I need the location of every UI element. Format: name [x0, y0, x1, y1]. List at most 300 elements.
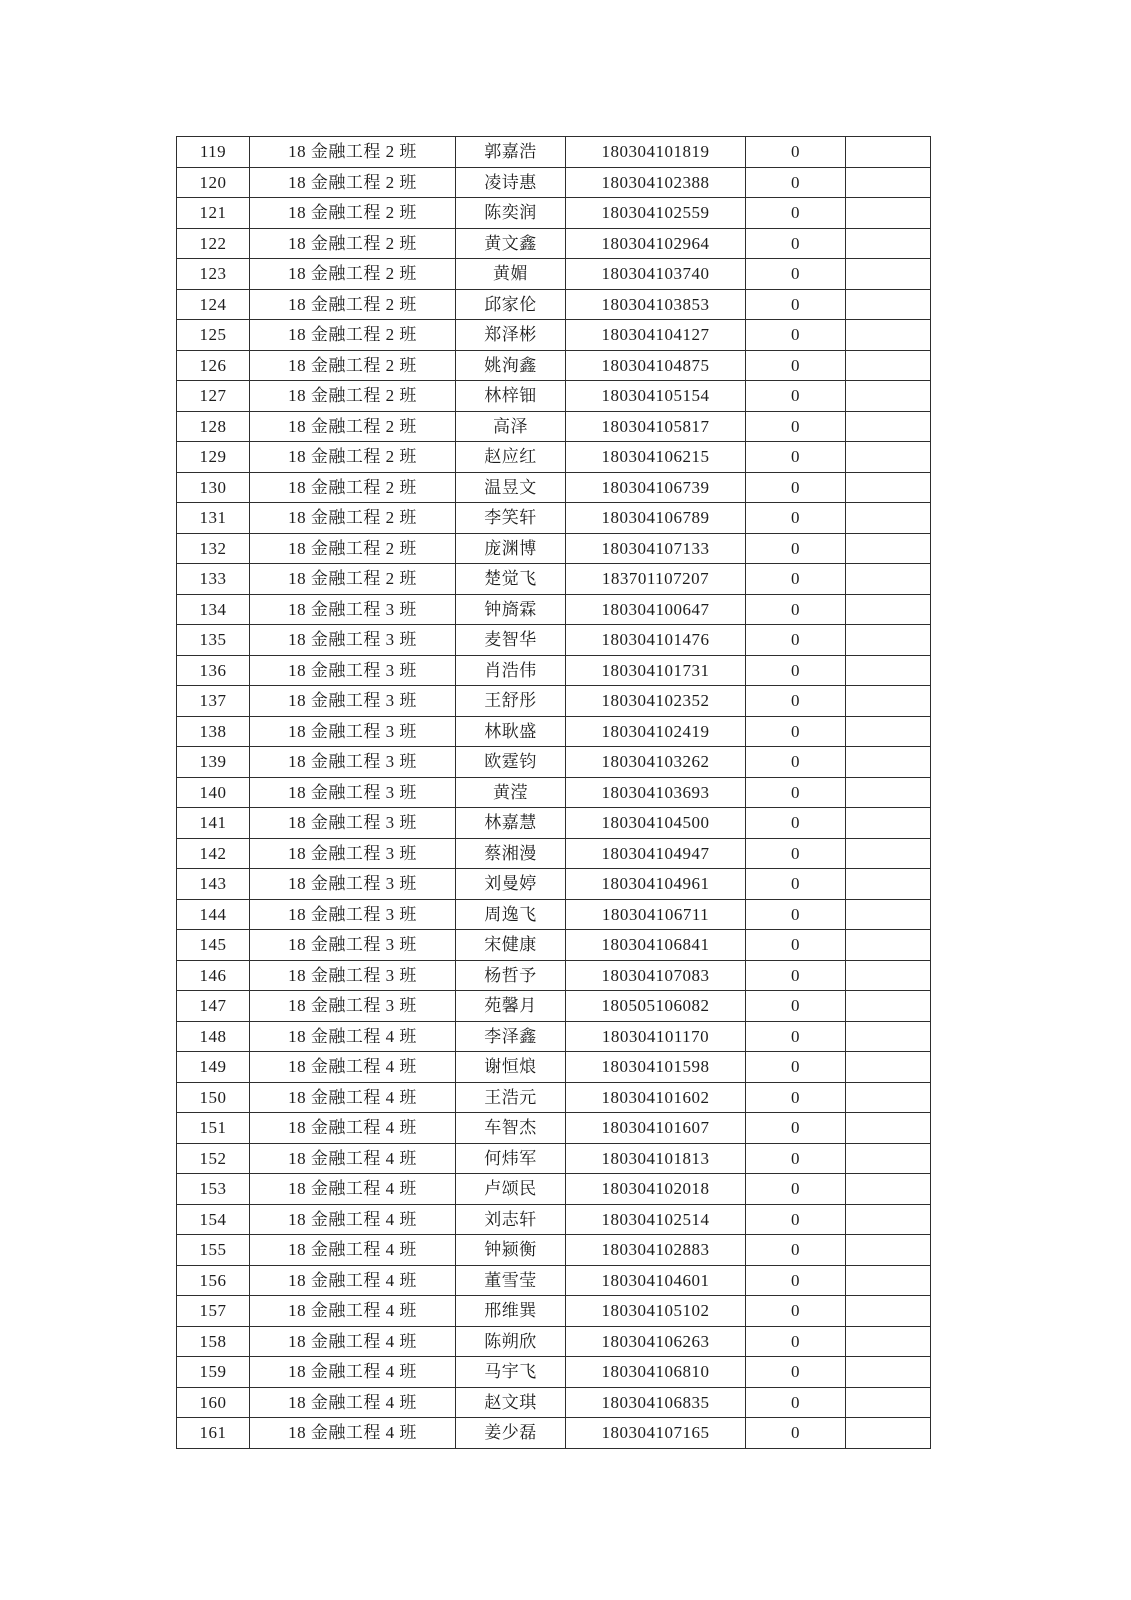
score-cell: 0 [746, 503, 846, 534]
row-number-cell: 137 [177, 686, 250, 717]
name-cell: 何炜军 [456, 1143, 566, 1174]
row-number-cell: 119 [177, 137, 250, 168]
name-cell: 麦智华 [456, 625, 566, 656]
student-id-cell: 180304102352 [566, 686, 746, 717]
table-row [177, 228, 931, 259]
name-cell: 黄媚 [456, 259, 566, 290]
table-row [177, 1052, 931, 1083]
score-cell: 0 [746, 869, 846, 900]
student-id-cell: 180304106263 [566, 1326, 746, 1357]
row-number-cell: 148 [177, 1021, 250, 1052]
empty-cell [846, 1021, 931, 1052]
class-cell: 18 金融工程 2 班 [250, 533, 456, 564]
student-id-cell: 180304104947 [566, 838, 746, 869]
class-cell: 18 金融工程 3 班 [250, 686, 456, 717]
score-cell: 0 [746, 1082, 846, 1113]
row-number-cell: 143 [177, 869, 250, 900]
name-cell: 楚觉飞 [456, 564, 566, 595]
score-cell: 0 [746, 716, 846, 747]
table-row [177, 350, 931, 381]
class-cell: 18 金融工程 3 班 [250, 625, 456, 656]
student-id-cell: 180304101476 [566, 625, 746, 656]
row-number-cell: 140 [177, 777, 250, 808]
score-cell: 0 [746, 1235, 846, 1266]
empty-cell [846, 198, 931, 229]
table-row [177, 1174, 931, 1205]
student-id-cell: 180304103740 [566, 259, 746, 290]
row-number-cell: 133 [177, 564, 250, 595]
name-cell: 凌诗惠 [456, 167, 566, 198]
class-cell: 18 金融工程 4 班 [250, 1021, 456, 1052]
class-cell: 18 金融工程 2 班 [250, 350, 456, 381]
student-id-cell: 180304107083 [566, 960, 746, 991]
row-number-cell: 136 [177, 655, 250, 686]
empty-cell [846, 808, 931, 839]
name-cell: 蔡湘漫 [456, 838, 566, 869]
empty-cell [846, 869, 931, 900]
table-row [177, 320, 931, 351]
student-id-cell: 180304102964 [566, 228, 746, 259]
score-cell: 0 [746, 259, 846, 290]
table-row [177, 1326, 931, 1357]
student-id-cell: 180304101598 [566, 1052, 746, 1083]
class-cell: 18 金融工程 3 班 [250, 594, 456, 625]
score-cell: 0 [746, 1387, 846, 1418]
row-number-cell: 130 [177, 472, 250, 503]
score-cell: 0 [746, 228, 846, 259]
student-id-cell: 180304102514 [566, 1204, 746, 1235]
name-cell: 李泽鑫 [456, 1021, 566, 1052]
row-number-cell: 159 [177, 1357, 250, 1388]
table-row [177, 442, 931, 473]
table-row [177, 777, 931, 808]
row-number-cell: 150 [177, 1082, 250, 1113]
table-row [177, 289, 931, 320]
student-id-cell: 180304106739 [566, 472, 746, 503]
class-cell: 18 金融工程 2 班 [250, 411, 456, 442]
table-row [177, 1235, 931, 1266]
row-number-cell: 138 [177, 716, 250, 747]
student-id-cell: 180304105154 [566, 381, 746, 412]
class-cell: 18 金融工程 3 班 [250, 777, 456, 808]
row-number-cell: 146 [177, 960, 250, 991]
name-cell: 董雪莹 [456, 1265, 566, 1296]
row-number-cell: 135 [177, 625, 250, 656]
name-cell: 周逸飞 [456, 899, 566, 930]
class-cell: 18 金融工程 2 班 [250, 381, 456, 412]
name-cell: 宋健康 [456, 930, 566, 961]
empty-cell [846, 899, 931, 930]
name-cell: 郑泽彬 [456, 320, 566, 351]
row-number-cell: 161 [177, 1418, 250, 1449]
score-cell: 0 [746, 1418, 846, 1449]
empty-cell [846, 1113, 931, 1144]
class-cell: 18 金融工程 2 班 [250, 564, 456, 595]
class-cell: 18 金融工程 2 班 [250, 137, 456, 168]
score-cell: 0 [746, 1326, 846, 1357]
score-cell: 0 [746, 472, 846, 503]
student-id-cell: 180304103693 [566, 777, 746, 808]
empty-cell [846, 533, 931, 564]
score-cell: 0 [746, 777, 846, 808]
empty-cell [846, 1143, 931, 1174]
empty-cell [846, 655, 931, 686]
row-number-cell: 152 [177, 1143, 250, 1174]
score-cell: 0 [746, 442, 846, 473]
table-row [177, 594, 931, 625]
score-cell: 0 [746, 808, 846, 839]
class-cell: 18 金融工程 3 班 [250, 808, 456, 839]
table-row [177, 747, 931, 778]
score-cell: 0 [746, 381, 846, 412]
student-id-cell: 180304106841 [566, 930, 746, 961]
class-cell: 18 金融工程 3 班 [250, 747, 456, 778]
row-number-cell: 128 [177, 411, 250, 442]
name-cell: 庞渊博 [456, 533, 566, 564]
row-number-cell: 142 [177, 838, 250, 869]
row-number-cell: 154 [177, 1204, 250, 1235]
row-number-cell: 147 [177, 991, 250, 1022]
table-row [177, 564, 931, 595]
row-number-cell: 120 [177, 167, 250, 198]
class-cell: 18 金融工程 4 班 [250, 1357, 456, 1388]
table-row [177, 808, 931, 839]
table-row [177, 137, 931, 168]
empty-cell [846, 259, 931, 290]
class-cell: 18 金融工程 3 班 [250, 869, 456, 900]
student-id-cell: 180304100647 [566, 594, 746, 625]
empty-cell [846, 625, 931, 656]
class-cell: 18 金融工程 4 班 [250, 1418, 456, 1449]
score-cell: 0 [746, 1357, 846, 1388]
table-row [177, 411, 931, 442]
row-number-cell: 131 [177, 503, 250, 534]
row-number-cell: 139 [177, 747, 250, 778]
student-id-cell: 180304103853 [566, 289, 746, 320]
empty-cell [846, 960, 931, 991]
name-cell: 陈奕润 [456, 198, 566, 229]
student-id-cell: 180304101602 [566, 1082, 746, 1113]
score-cell: 0 [746, 686, 846, 717]
student-id-cell: 180304101813 [566, 1143, 746, 1174]
student-id-cell: 180304106789 [566, 503, 746, 534]
row-number-cell: 127 [177, 381, 250, 412]
row-number-cell: 157 [177, 1296, 250, 1327]
class-cell: 18 金融工程 4 班 [250, 1235, 456, 1266]
row-number-cell: 151 [177, 1113, 250, 1144]
name-cell: 赵应红 [456, 442, 566, 473]
empty-cell [846, 503, 931, 534]
class-cell: 18 金融工程 4 班 [250, 1082, 456, 1113]
score-cell: 0 [746, 1113, 846, 1144]
empty-cell [846, 289, 931, 320]
empty-cell [846, 350, 931, 381]
empty-cell [846, 472, 931, 503]
class-cell: 18 金融工程 2 班 [250, 442, 456, 473]
name-cell: 赵文琪 [456, 1387, 566, 1418]
score-cell: 0 [746, 320, 846, 351]
table-row [177, 1418, 931, 1449]
empty-cell [846, 1082, 931, 1113]
name-cell: 邱家伦 [456, 289, 566, 320]
name-cell: 郭嘉浩 [456, 137, 566, 168]
class-cell: 18 金融工程 2 班 [250, 198, 456, 229]
student-table-body [177, 137, 931, 1449]
student-id-cell: 180304106835 [566, 1387, 746, 1418]
row-number-cell: 155 [177, 1235, 250, 1266]
empty-cell [846, 594, 931, 625]
score-cell: 0 [746, 899, 846, 930]
student-id-cell: 180304107133 [566, 533, 746, 564]
row-number-cell: 129 [177, 442, 250, 473]
table-row [177, 533, 931, 564]
name-cell: 邢维巽 [456, 1296, 566, 1327]
table-row [177, 960, 931, 991]
student-id-cell: 180304101170 [566, 1021, 746, 1052]
name-cell: 林耿盛 [456, 716, 566, 747]
row-number-cell: 149 [177, 1052, 250, 1083]
name-cell: 车智杰 [456, 1113, 566, 1144]
score-cell: 0 [746, 1052, 846, 1083]
score-cell: 0 [746, 1296, 846, 1327]
class-cell: 18 金融工程 4 班 [250, 1387, 456, 1418]
student-id-cell: 183701107207 [566, 564, 746, 595]
student-id-cell: 180304103262 [566, 747, 746, 778]
empty-cell [846, 320, 931, 351]
empty-cell [846, 564, 931, 595]
score-cell: 0 [746, 1174, 846, 1205]
row-number-cell: 153 [177, 1174, 250, 1205]
table-row [177, 1357, 931, 1388]
row-number-cell: 132 [177, 533, 250, 564]
empty-cell [846, 716, 931, 747]
name-cell: 苑馨月 [456, 991, 566, 1022]
row-number-cell: 156 [177, 1265, 250, 1296]
name-cell: 杨哲予 [456, 960, 566, 991]
table-row [177, 1082, 931, 1113]
score-cell: 0 [746, 960, 846, 991]
table-row [177, 838, 931, 869]
class-cell: 18 金融工程 4 班 [250, 1296, 456, 1327]
student-id-cell: 180304105102 [566, 1296, 746, 1327]
empty-cell [846, 747, 931, 778]
class-cell: 18 金融工程 4 班 [250, 1113, 456, 1144]
table-row [177, 167, 931, 198]
student-id-cell: 180304105817 [566, 411, 746, 442]
student-id-cell: 180304104961 [566, 869, 746, 900]
empty-cell [846, 930, 931, 961]
empty-cell [846, 167, 931, 198]
empty-cell [846, 137, 931, 168]
class-cell: 18 金融工程 2 班 [250, 259, 456, 290]
name-cell: 欧霆钧 [456, 747, 566, 778]
name-cell: 姜少磊 [456, 1418, 566, 1449]
class-cell: 18 金融工程 4 班 [250, 1174, 456, 1205]
name-cell: 王舒彤 [456, 686, 566, 717]
score-cell: 0 [746, 1265, 846, 1296]
name-cell: 黄滢 [456, 777, 566, 808]
table-row [177, 869, 931, 900]
score-cell: 0 [746, 930, 846, 961]
row-number-cell: 124 [177, 289, 250, 320]
class-cell: 18 金融工程 3 班 [250, 960, 456, 991]
name-cell: 陈朔欣 [456, 1326, 566, 1357]
table-row [177, 1265, 931, 1296]
student-id-cell: 180304102559 [566, 198, 746, 229]
row-number-cell: 126 [177, 350, 250, 381]
name-cell: 刘志轩 [456, 1204, 566, 1235]
table-row [177, 381, 931, 412]
empty-cell [846, 381, 931, 412]
student-id-cell: 180304107165 [566, 1418, 746, 1449]
name-cell: 高泽 [456, 411, 566, 442]
empty-cell [846, 1326, 931, 1357]
table-row [177, 1021, 931, 1052]
empty-cell [846, 411, 931, 442]
class-cell: 18 金融工程 3 班 [250, 716, 456, 747]
name-cell: 卢颂民 [456, 1174, 566, 1205]
class-cell: 18 金融工程 4 班 [250, 1326, 456, 1357]
score-cell: 0 [746, 594, 846, 625]
row-number-cell: 160 [177, 1387, 250, 1418]
table-row [177, 259, 931, 290]
score-cell: 0 [746, 564, 846, 595]
empty-cell [846, 228, 931, 259]
class-cell: 18 金融工程 3 班 [250, 655, 456, 686]
empty-cell [846, 1418, 931, 1449]
table-row [177, 899, 931, 930]
class-cell: 18 金融工程 4 班 [250, 1052, 456, 1083]
empty-cell [846, 1052, 931, 1083]
score-cell: 0 [746, 137, 846, 168]
table-row [177, 198, 931, 229]
row-number-cell: 158 [177, 1326, 250, 1357]
student-id-cell: 180304106711 [566, 899, 746, 930]
score-cell: 0 [746, 1204, 846, 1235]
table-row [177, 625, 931, 656]
student-id-cell: 180304101731 [566, 655, 746, 686]
row-number-cell: 123 [177, 259, 250, 290]
empty-cell [846, 1296, 931, 1327]
class-cell: 18 金融工程 4 班 [250, 1204, 456, 1235]
name-cell: 肖浩伟 [456, 655, 566, 686]
table-row [177, 1387, 931, 1418]
empty-cell [846, 1387, 931, 1418]
table-row [177, 1296, 931, 1327]
row-number-cell: 145 [177, 930, 250, 961]
name-cell: 姚洵鑫 [456, 350, 566, 381]
score-cell: 0 [746, 625, 846, 656]
name-cell: 林梓钿 [456, 381, 566, 412]
empty-cell [846, 1357, 931, 1388]
name-cell: 马宇飞 [456, 1357, 566, 1388]
class-cell: 18 金融工程 3 班 [250, 838, 456, 869]
score-cell: 0 [746, 991, 846, 1022]
student-id-cell: 180304102419 [566, 716, 746, 747]
table-row [177, 686, 931, 717]
row-number-cell: 122 [177, 228, 250, 259]
class-cell: 18 金融工程 2 班 [250, 167, 456, 198]
class-cell: 18 金融工程 2 班 [250, 228, 456, 259]
class-cell: 18 金融工程 2 班 [250, 472, 456, 503]
name-cell: 钟旖霖 [456, 594, 566, 625]
name-cell: 谢恒烺 [456, 1052, 566, 1083]
class-cell: 18 金融工程 4 班 [250, 1143, 456, 1174]
score-cell: 0 [746, 747, 846, 778]
student-id-cell: 180304102018 [566, 1174, 746, 1205]
table-row [177, 503, 931, 534]
score-cell: 0 [746, 350, 846, 381]
class-cell: 18 金融工程 3 班 [250, 991, 456, 1022]
student-roster-table [176, 136, 931, 1449]
student-id-cell: 180304102388 [566, 167, 746, 198]
score-cell: 0 [746, 289, 846, 320]
class-cell: 18 金融工程 2 班 [250, 503, 456, 534]
table-row [177, 716, 931, 747]
score-cell: 0 [746, 167, 846, 198]
table-row [177, 1113, 931, 1144]
row-number-cell: 121 [177, 198, 250, 229]
row-number-cell: 141 [177, 808, 250, 839]
empty-cell [846, 442, 931, 473]
name-cell: 王浩元 [456, 1082, 566, 1113]
table-row [177, 655, 931, 686]
table-row [177, 930, 931, 961]
table-row [177, 1143, 931, 1174]
student-id-cell: 180304102883 [566, 1235, 746, 1266]
student-id-cell: 180304106215 [566, 442, 746, 473]
table-row [177, 472, 931, 503]
score-cell: 0 [746, 198, 846, 229]
student-id-cell: 180304101607 [566, 1113, 746, 1144]
row-number-cell: 125 [177, 320, 250, 351]
class-cell: 18 金融工程 3 班 [250, 930, 456, 961]
student-id-cell: 180304104875 [566, 350, 746, 381]
class-cell: 18 金融工程 3 班 [250, 899, 456, 930]
class-cell: 18 金融工程 4 班 [250, 1265, 456, 1296]
score-cell: 0 [746, 1021, 846, 1052]
name-cell: 温昱文 [456, 472, 566, 503]
empty-cell [846, 1265, 931, 1296]
student-id-cell: 180304101819 [566, 137, 746, 168]
name-cell: 黄文鑫 [456, 228, 566, 259]
empty-cell [846, 1235, 931, 1266]
score-cell: 0 [746, 533, 846, 564]
class-cell: 18 金融工程 2 班 [250, 289, 456, 320]
score-cell: 0 [746, 838, 846, 869]
student-id-cell: 180304104127 [566, 320, 746, 351]
empty-cell [846, 838, 931, 869]
empty-cell [846, 991, 931, 1022]
empty-cell [846, 686, 931, 717]
empty-cell [846, 1204, 931, 1235]
name-cell: 刘曼婷 [456, 869, 566, 900]
empty-cell [846, 1174, 931, 1205]
table-row [177, 991, 931, 1022]
class-cell: 18 金融工程 2 班 [250, 320, 456, 351]
score-cell: 0 [746, 1143, 846, 1174]
student-id-cell: 180505106082 [566, 991, 746, 1022]
table-row [177, 1204, 931, 1235]
empty-cell [846, 777, 931, 808]
row-number-cell: 144 [177, 899, 250, 930]
row-number-cell: 134 [177, 594, 250, 625]
name-cell: 李笑轩 [456, 503, 566, 534]
name-cell: 钟颍衡 [456, 1235, 566, 1266]
student-id-cell: 180304106810 [566, 1357, 746, 1388]
score-cell: 0 [746, 655, 846, 686]
score-cell: 0 [746, 411, 846, 442]
